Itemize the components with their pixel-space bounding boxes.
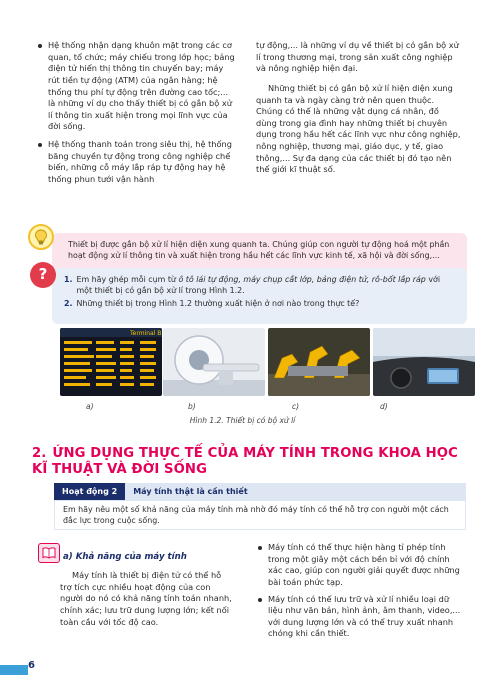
question-item	[64, 274, 457, 296]
activity-header	[54, 483, 466, 500]
top-right-column	[256, 40, 462, 176]
list-item: Hệ thống thanh toán trong siêu thị, hệ thống băng chuyền tự động trong công nghiệp chế biến, những cỗ máy lắp ráp tự động hay hệ thống phun tưới vận hành	[36, 139, 236, 186]
top-left-bullets	[36, 40, 236, 186]
section-number: 2.	[32, 446, 47, 461]
question-item	[64, 298, 457, 309]
photo-flight-board	[60, 328, 162, 396]
top-left-column	[36, 40, 236, 188]
question-text-start: Em hãy ghép mỗi cụm từ	[76, 275, 179, 284]
activity-title: Máy tính thật là cần thiết	[125, 483, 466, 500]
continued-text: tự động,... là những ví dụ về thiết bị có gắn bộ xử lí trong thương mại, trong sản xuất công nghiệp và nông nghiệp hiện đại.	[256, 40, 459, 74]
page-number-bar	[0, 665, 28, 675]
list-item: Hệ thống nhận dạng khuôn mặt trong các cơ quan, tổ chức; máy chiếu trong lớp học; bảng điện tử hiển thị thông tin chuyến bay; máy rút tiền tự động (ATM) của ngân hàng; hệ thống thu phí tự động trên đường cao tốc;... là những ví dụ cho thấy thiết bị có gắn bộ xử lí thông tin xuất hiện trong mọi lĩnh vực của đời sống.	[36, 40, 236, 133]
bottom-left-column	[60, 570, 232, 628]
photo-self-driving-car	[373, 328, 475, 396]
question-number: 2.	[64, 299, 73, 309]
question-box	[52, 268, 467, 324]
key-note-text: Thiết bị được gắn bộ xử lí hiện diện xung quanh ta. Chúng giúp con người tự động hoá một phần hoạt động xử lí thông tin và xuất hiện trong hầu hết các lĩnh vực kinh tế, xã hội và đời sống,...	[68, 240, 450, 261]
bottom-right-column	[256, 542, 466, 642]
question-mark-glyph: ?	[38, 265, 48, 284]
paragraph: Những thiết bị có gắn bộ xử lí hiện diện xung quanh ta và ngày càng trở nên quen thuộc. Chúng có thể là những vật dụng cá nhân, đồ dùng trong gia đình hay những thiết bị chuyên dụng trong hầu hết các lĩnh vực như công nghiệp, nông nghiệp, thương mại, giáo dục, y tế, giao thông,... Sự đa dạng của các thiết bị đó tạo nên thế giới kĩ thuật số.	[256, 82, 461, 175]
bottom-right-bullets	[256, 542, 466, 640]
subsection-heading: a) Khả năng của máy tính	[63, 552, 187, 562]
question-text	[77, 274, 458, 296]
figure-caption: Hình 1.2. Thiết bị có bộ xử lí	[189, 416, 296, 425]
question-text-end: với một thiết bị có gắn bộ xử lí trong Hình 1.2.	[76, 275, 441, 296]
figure-label-d: d)	[380, 402, 388, 411]
activity-body: Em hãy nêu một số khả năng của máy tính mà nhờ đó máy tính có thể hỗ trợ con người một cách đắc lực trong cuộc sống.	[54, 500, 466, 530]
question-number: 1.	[64, 275, 73, 284]
open-book-icon	[38, 543, 60, 563]
photo-assembly-robots	[268, 328, 370, 396]
figure-label-b: b)	[188, 402, 196, 411]
section-title	[32, 446, 462, 478]
paragraph: Máy tính là thiết bị điện tử có thể hỗ trợ tích cực nhiều hoạt động của con người do nó có khả năng tính toán nhanh, chính xác; lưu trữ dung lượng lớn; kết nối toàn cầu với tốc độ cao.	[60, 570, 232, 627]
lightbulb-icon	[28, 224, 54, 250]
list-item: Máy tính có thể lưu trữ và xử lí nhiều loại dữ liệu như văn bản, hình ảnh, âm thanh, video,... với dung lượng lớn và có thể truy xuất nhanh chóng khi cần thiết.	[256, 594, 466, 641]
figure-label-a: a)	[86, 402, 94, 411]
question-mark-icon	[30, 262, 56, 288]
page-number: 6	[28, 660, 35, 671]
question-text: Những thiết bị trong Hình 1.2 thường xuất hiện ở nơi nào trong thực tế?	[76, 299, 360, 309]
board-title: Terminal B	[130, 330, 162, 337]
list-item: Máy tính có thể thực hiện hàng tỉ phép tính trong một giây một cách bền bỉ với độ chính xác cao, giúp con người giải quyết được những bài toán phức tạp.	[256, 542, 466, 589]
activity-tag: Hoạt động 2	[54, 483, 125, 500]
photo-ct-scanner	[163, 328, 265, 396]
figure-label-c: c)	[292, 402, 300, 411]
question-terms: ô tô lái tự động, máy chụp cắt lớp, bảng điện tử, rô-bốt lắp ráp	[178, 275, 426, 284]
section-title-text: ỨNG DỤNG THỰC TẾ CỦA MÁY TÍNH TRONG KHOA HỌC KĨ THUẬT VÀ ĐỜI SỐNG	[32, 446, 458, 478]
